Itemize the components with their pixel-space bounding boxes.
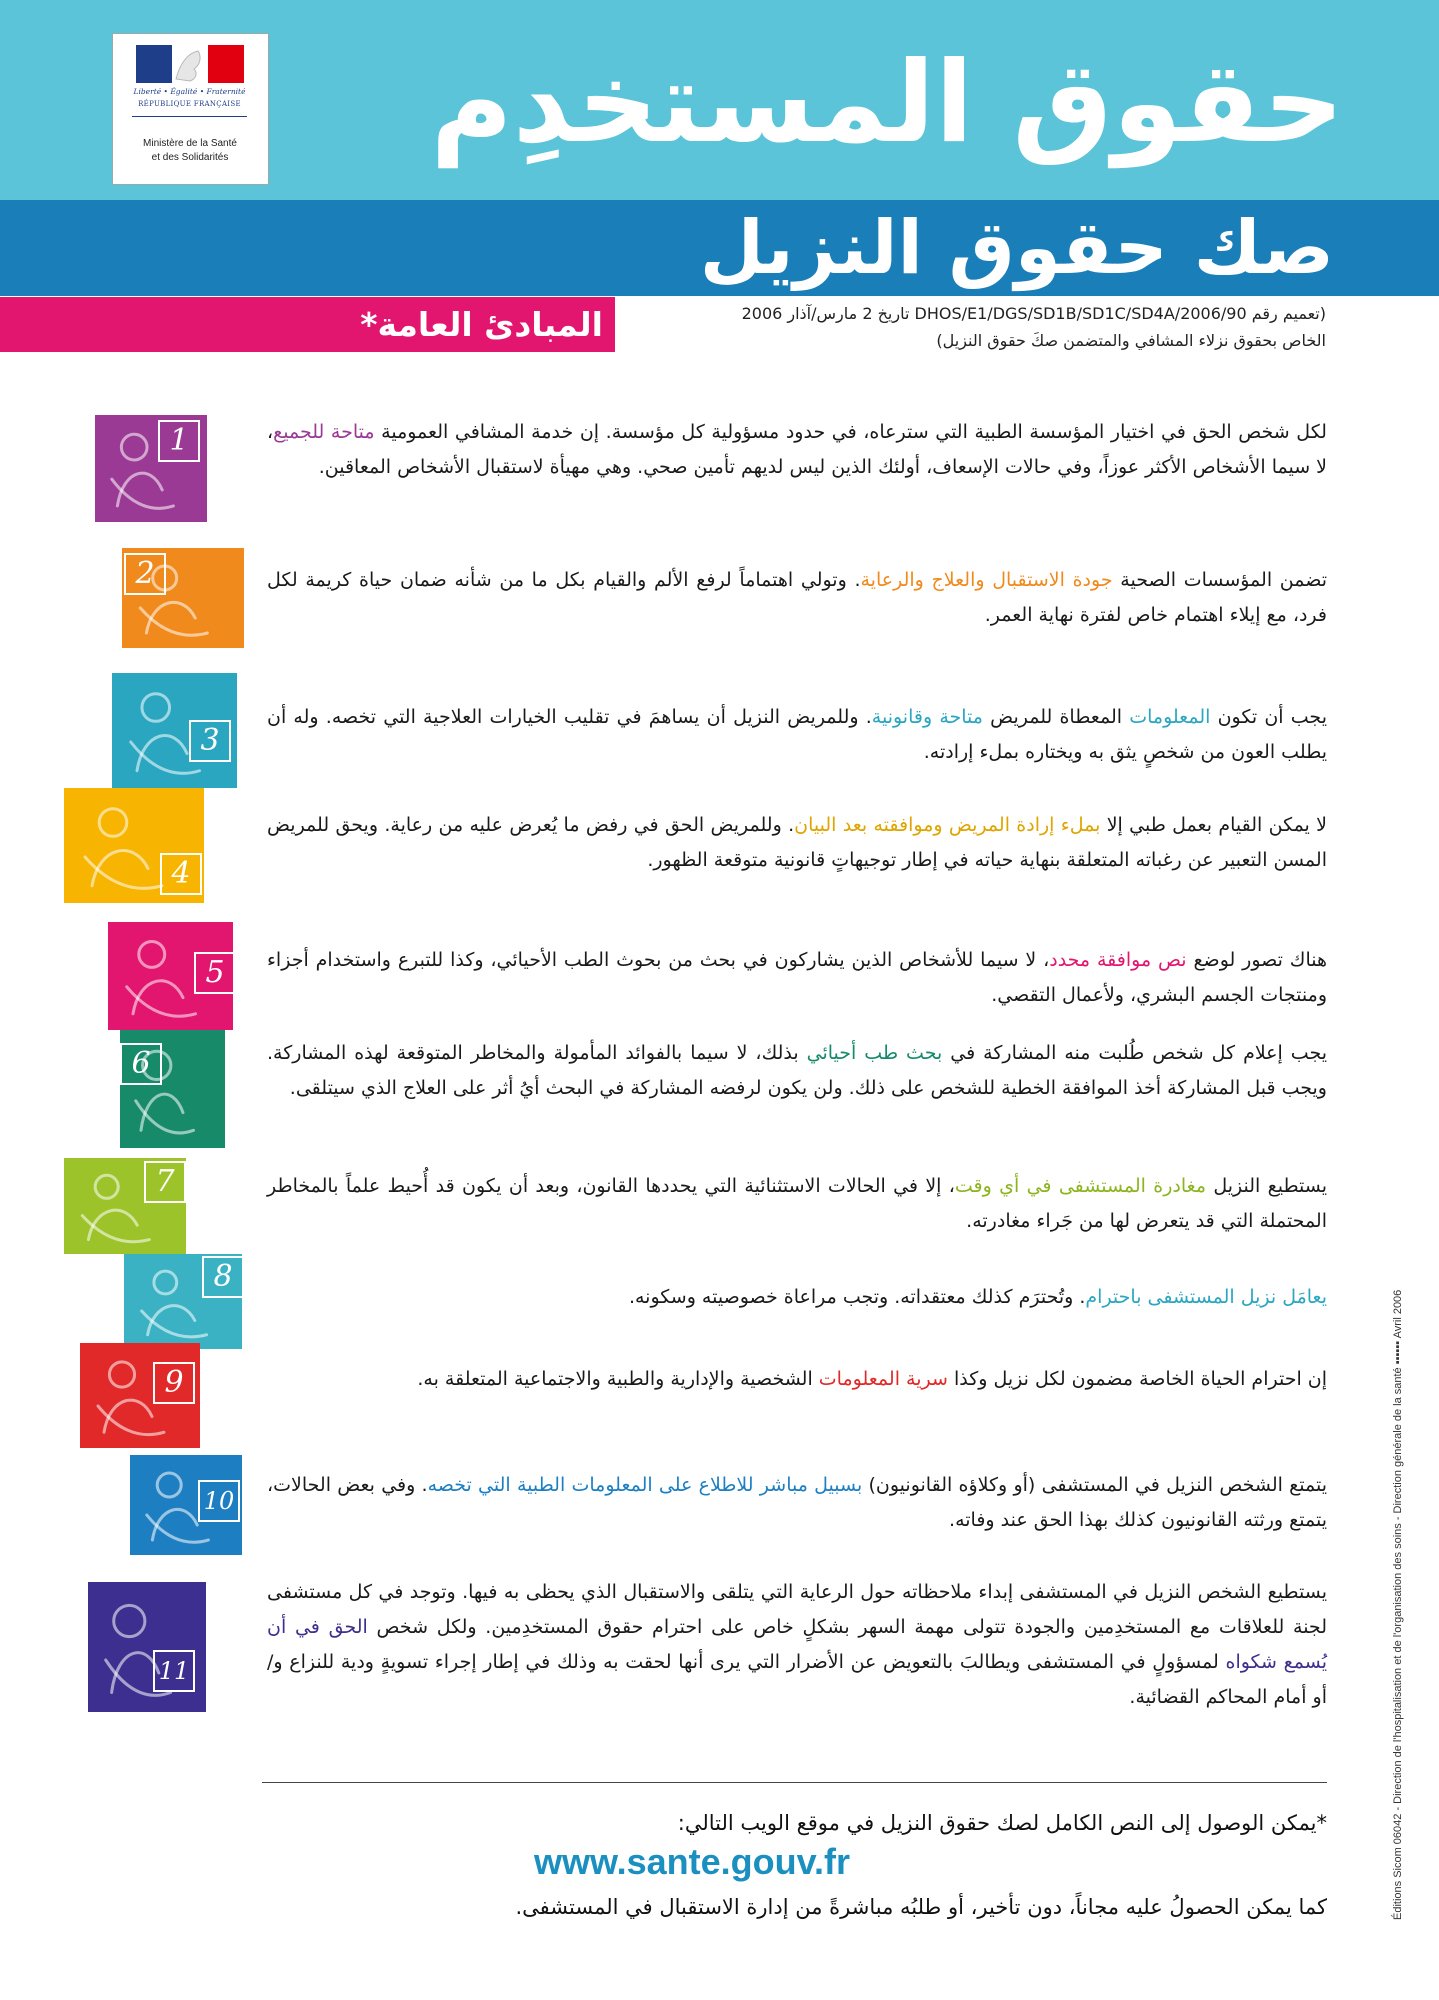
item-10-number: 10 <box>198 1480 240 1522</box>
item-9-text-part: الشخصية والإدارية والطبية والاجتماعية المتعلقة به. <box>417 1368 819 1390</box>
item-4-number: 4 <box>160 853 202 895</box>
item-3-highlight: المعلومات <box>1129 706 1211 728</box>
item-5-number: 5 <box>194 952 236 994</box>
website-link[interactable]: www.sante.gouv.fr <box>533 1841 851 1882</box>
circular-line-2: الخاص بحقوق نزلاء المشافي والمتضمن صكَ حقوق النزيل) <box>936 331 1326 350</box>
item-1-text <box>267 415 1327 485</box>
item-3-text-part: المعطاة للمريض <box>982 706 1130 728</box>
item-3-text <box>267 700 1327 770</box>
logo-motto: Liberté • Égalité • Fraternité <box>133 87 246 96</box>
item-5-highlight: نص موافقة محدد <box>1049 949 1187 971</box>
logo-separator <box>132 116 247 117</box>
footer-free-text: كما يمكن الحصولُ عليه مجاناً، دون تأخير، أو طلبُه مباشرةً من إدارة الاستقبال في المستشفى. <box>515 1895 1327 1919</box>
item-10-text-part: يتمتع الشخص النزيل في المستشفى (أو وكلاؤه القانونيون) <box>862 1474 1327 1496</box>
item-6-highlight: بحث طب أحيائي <box>806 1042 943 1064</box>
logo-republic: RÉPUBLIQUE FRANÇAISE <box>138 100 241 108</box>
item-11-text-part: يستطيع الشخص النزيل في المستشفى إبداء ملاحظاته حول الرعاية التي يتلقى والاستقبال الذي يحظى به فيها. وتوجد في كل مستشفى لجنة للعلاقات مع المستخدِمين والجودة تتولى مهمة السهر بشكلٍ خاص على احترام حقوق المستخدِمين. ولكل شخص <box>267 1581 1327 1638</box>
item-7-text-part: يستطيع النزيل <box>1206 1175 1327 1197</box>
logo-ministry-line2: et des Solidarités <box>151 152 229 163</box>
item-9-number: 9 <box>153 1362 195 1404</box>
item-1-number: 1 <box>158 420 200 462</box>
item-5-text-part: ، لا سيما للأشخاص الذين يشاركون في بحث من بحوث الطب الأحيائي، وكذا للتبرع واستخدام أجزاء ومنتجات الجسم البشري، ولأعمال التقصي. <box>267 949 1327 1006</box>
item-11-text <box>267 1575 1327 1715</box>
french-flag-icon <box>136 45 244 83</box>
page-title: حقوق المستخدِم <box>430 38 1344 168</box>
footer-access-text: *يمكن الوصول إلى النص الكامل لصك حقوق النزيل في موقع الويب التالي: <box>677 1811 1327 1835</box>
logo-ministry-line1: Ministère de la Santé <box>143 138 237 149</box>
item-4-text <box>267 808 1327 878</box>
item-4-highlight: بملء إرادة المريض وموافقته بعد البيان <box>794 814 1101 836</box>
item-11-pictogram-icon <box>88 1582 206 1712</box>
logo-ministry <box>120 137 260 165</box>
item-8-text-part: . وتُحترَم كذلك معتقداته. وتجب مراعاة خصوصيته وسكونه. <box>628 1286 1086 1308</box>
item-2-text-part: . وتولي اهتماماً لرفع الألم والقيام بكل ما من شأنه ضمان حياة كريمة لكل فرد، مع إيلاء اهتمام خاص لفترة نهاية العمر. <box>267 569 1327 626</box>
item-10-highlight: بسبيل مباشر للاطلاع على المعلومات الطبية التي تخصه <box>427 1474 863 1496</box>
item-6-number: 6 <box>120 1043 162 1085</box>
item-7-number: 7 <box>144 1161 186 1203</box>
item-9-text <box>267 1362 1327 1397</box>
side-credits-text: Éditions Sicom 06042 - Direction de l'hospitalisation et de l'organisation des soins - Direction générale de la santé ▪▪▪▪▪▪ Avril 2006 <box>1392 1289 1404 1920</box>
circular-line-1: (تعميم رقم DHOS/E1/DGS/SD1B/SD1C/SD4A/2006/90 تاريخ 2 مارس/آذار 2006 <box>741 304 1326 323</box>
item-10-text <box>267 1468 1327 1538</box>
item-3-text-part: يجب أن تكون <box>1210 706 1327 728</box>
item-11-highlight: الحق في أن يُسمع شكواه <box>267 1616 1327 1673</box>
item-9-highlight: سرية المعلومات <box>818 1368 948 1390</box>
item-1-text-part: ، لا سيما الأشخاص الأكثر عوزاً، وفي حالات الإسعاف، أولئك الذين ليس لديهم تأمين صحي. وهي مهيأة لاستقبال الأشخاص المعاقين. <box>267 421 1327 478</box>
item-1-highlight: متاحة للجميع <box>273 421 375 443</box>
side-credits <box>1392 1110 1412 1920</box>
item-1-text-part: لكل شخص الحق في اختيار المؤسسة الطبية التي سترعاه، في حدود مسؤولية كل مؤسسة. إن خدمة المشافي العمومية <box>374 421 1327 443</box>
item-7-text-part: ، إلا في الحالات الاستثنائية التي يحددها القانون، وبعد أن يكون قد أُحيط علماً بالمخاطر المحتملة التي قد يتعرض لها من جَراء مغادرته. <box>267 1175 1327 1232</box>
item-9-text-part: إن احترام الحياة الخاصة مضمون لكل نزيل وكذا <box>947 1368 1327 1390</box>
item-5-text <box>267 943 1327 1013</box>
item-11-number: 11 <box>153 1650 195 1692</box>
item-6-text-part: بذلك، لا سيما بالفوائد المأمولة والمخاطر المتوقعة لهذه المشاركة. ويجب قبل المشاركة أخذ الموافقة الخطية للشخص على ذلك. ولن يكون لرفضه المشاركة في البحث أيُ أثر على العلاج الذي سيتلقى. <box>267 1042 1327 1099</box>
page-subtitle: صك حقوق النزيل <box>699 205 1334 291</box>
item-7-text <box>267 1169 1327 1239</box>
item-8-text <box>267 1280 1327 1315</box>
item-2-text-part: تضمن المؤسسات الصحية <box>1112 569 1328 591</box>
item-4-text-part: . وللمريض الحق في رفض ما يُعرض عليه من رعاية. ويحق للمريض المسن التعبير عن رغباته المتعلقة بنهاية حياته في إطار توجيهاتٍ قانونية متوقعة الظهور. <box>267 814 1327 871</box>
item-3-text-part: . وللمريض النزيل أن يساهمَ في تقليب الخيارات العلاجية التي تخصه. وله أن يطلب العون من شخصٍ يثق به ويختاره بملء إرادته. <box>267 706 1327 763</box>
item-7-highlight: مغادرة المستشفى في أي وقت <box>954 1175 1206 1197</box>
footer-divider <box>262 1782 1327 1783</box>
item-4-text-part: لا يمكن القيام بعمل طبي إلا <box>1100 814 1327 836</box>
item-3-number: 3 <box>189 720 231 762</box>
item-10-text-part: . وفي بعض الحالات، يتمتع ورثته القانونيون كذلك بهذا الحق عند وفاته. <box>267 1474 1327 1531</box>
item-8-number: 8 <box>202 1256 244 1298</box>
item-2-highlight: جودة الاستقبال والعلاج والرعاية <box>860 569 1113 591</box>
item-6-text-part: يجب إعلام كل شخص طُلبت منه المشاركة في <box>942 1042 1327 1064</box>
item-8-highlight: يعامَل نزيل المستشفى باحترام <box>1085 1286 1327 1308</box>
item-5-text-part: هناك تصور لوضع <box>1186 949 1327 971</box>
item-2-number: 2 <box>124 553 166 595</box>
item-3-highlight: متاحة وقانونية <box>871 706 983 728</box>
item-6-text <box>267 1036 1327 1106</box>
principles-heading: المبادئ العامة* <box>360 305 603 344</box>
item-2-text <box>267 563 1327 633</box>
item-11-text-part: لمسؤولٍ في المستشفى ويطالبَ بالتعويض عن الأضرار التي يرى أنها لحقت به وذلك في إطار إجراء تسويةٍ ودية للنزاع و/أو أمام المحاكم القضائية. <box>267 1651 1327 1708</box>
